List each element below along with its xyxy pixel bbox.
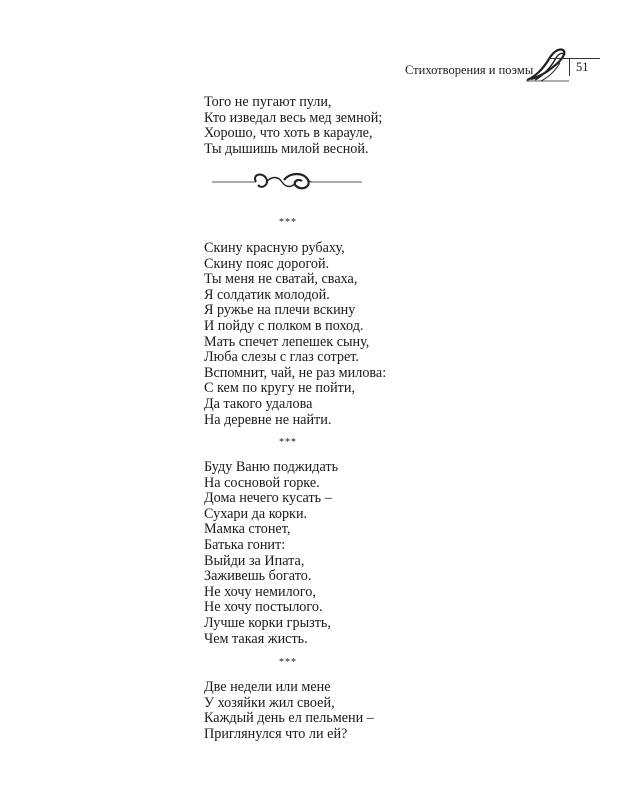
decorative-divider-ornament (212, 170, 364, 194)
poem-line: Приглянулся что ли ей? (204, 725, 348, 742)
poem-line: Я ружье на плечи вскину (204, 302, 356, 319)
running-header-title: Стихотворения и поэмы (405, 63, 534, 77)
header-vertical-rule (569, 58, 570, 76)
section-separator: *** (279, 437, 297, 448)
section-separator: *** (279, 657, 297, 668)
poem-line: Выйди за Ипата, (204, 552, 305, 569)
poem-line: Чем такая жисть. (204, 630, 308, 647)
poem-line: Мамка стонет, (204, 521, 291, 538)
poem-line: На деревне не найти. (204, 411, 332, 428)
poem-line: Лучше корки грызть, (204, 614, 331, 631)
poem-line: И пойду с полком в поход. (204, 317, 364, 334)
poem-line: Не хочу постылого. (204, 599, 323, 616)
poem-line: С кем по кругу не пойти, (204, 380, 356, 397)
poem-line: Сухари да корки. (204, 505, 308, 522)
poem-line: На сосновой горке. (204, 474, 320, 491)
poem-line: Того не пугают пули, (204, 94, 332, 110)
poem-line: Две недели или мене (204, 679, 331, 695)
poem-line: Вспомнит, чай, не раз милова: (204, 364, 387, 381)
poem-line: Дома нечего кусать – (204, 490, 332, 507)
poem-line: Батька гонит: (204, 536, 286, 553)
section-separator: *** (279, 217, 297, 228)
poem-line: Каждый день ел пельмени – (204, 710, 374, 727)
poem-line: Заживешь богато. (204, 568, 312, 585)
poem-line: Мать спечет лепешек сыну, (204, 333, 370, 350)
header-flourish-ornament (525, 47, 570, 83)
poem-line: У хозяйки жил своей, (204, 694, 335, 711)
header-rule (548, 58, 600, 59)
poem-line: Кто изведал весь мед земной; (204, 109, 383, 126)
page-number: 51 (576, 60, 589, 74)
poem-2 (204, 241, 386, 428)
poem-line: Скину пояс дорогой. (204, 255, 330, 272)
poem-line: Да такого удалова (204, 395, 313, 412)
poem-line: Я солдатик молодой. (204, 286, 330, 303)
poem-line: Буду Ваню поджидать (204, 459, 339, 475)
poem-line: Ты меня не сватай, сваха, (204, 271, 358, 288)
poem-line: Не хочу немилого, (204, 583, 316, 600)
poem-4 (204, 680, 374, 742)
poem-line: Ты дышишь милой весной. (204, 140, 369, 157)
poem-3 (204, 460, 338, 647)
poem-line: Хорошо, что хоть в карауле, (204, 125, 373, 142)
poem-line: Скину красную рубаху, (204, 240, 345, 256)
poem-1 (204, 95, 382, 157)
poem-line: Люба слезы с глаз сотрет. (204, 349, 359, 366)
